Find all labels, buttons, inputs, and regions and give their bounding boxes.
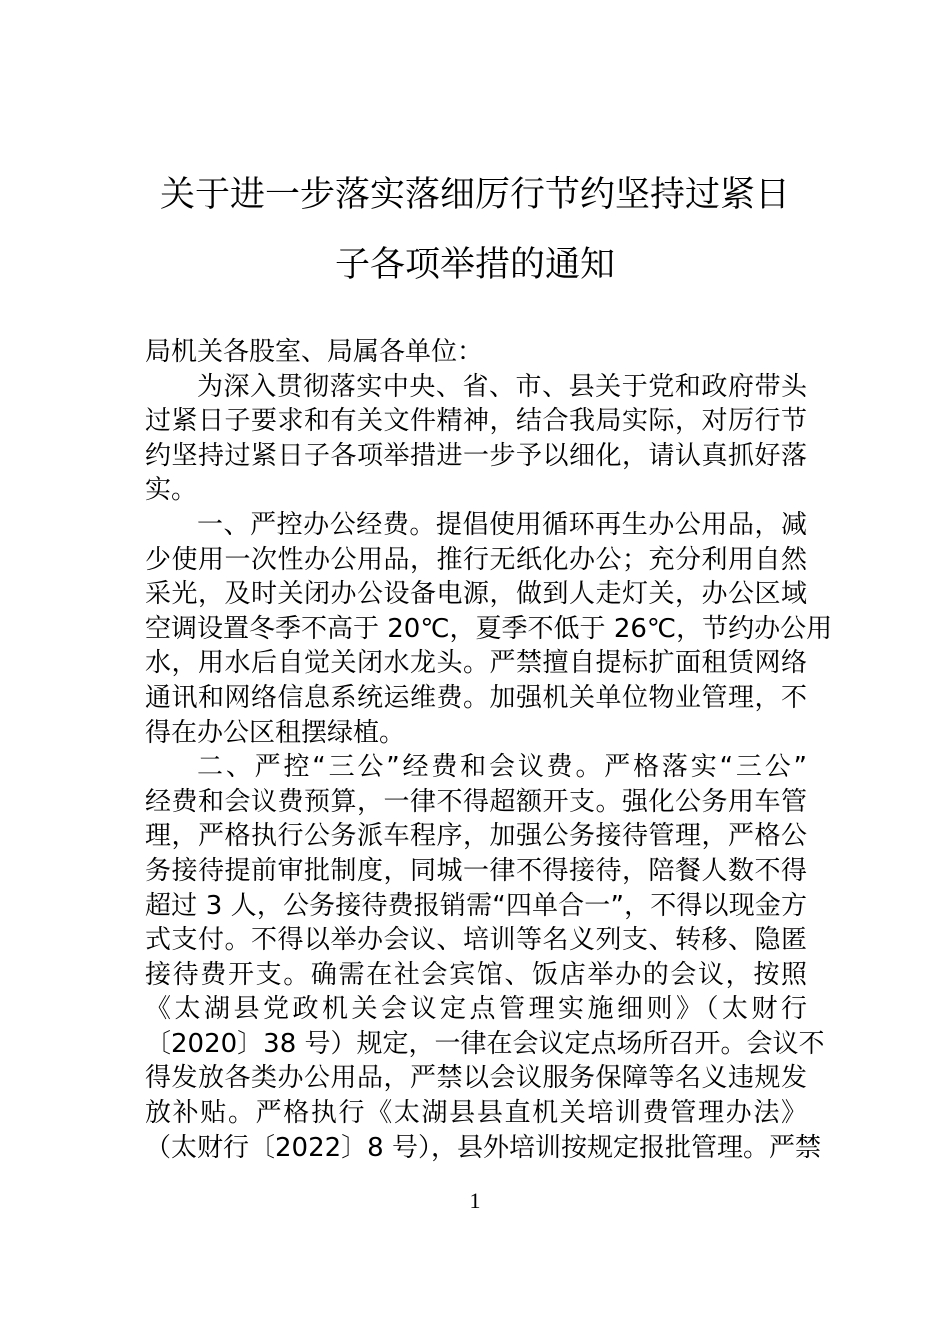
- paragraph-line: 〔2020〕38 号）规定，一律在会议定点场所召开。会议不: [145, 1028, 825, 1059]
- salutation: 局机关各股室、局属各单位：: [145, 337, 484, 367]
- paragraph-line: 过紧日子要求和有关文件精神，结合我局实际，对厉行节: [145, 406, 807, 437]
- paragraph-line: 采光，及时关闭办公设备电源，做到人走灯关，办公区域: [145, 579, 807, 610]
- title-line: 关于进一步落实落细厉行节约坚持过紧日: [159, 175, 790, 215]
- paragraph-line: 放补贴。严格执行《太湖县县直机关培训费管理办法》: [145, 1098, 807, 1129]
- paragraph-line: 务接待提前审批制度，同城一律不得接待，陪餐人数不得: [145, 855, 807, 886]
- paragraph-line: 少使用一次性办公用品，推行无纸化办公；充分利用自然: [145, 544, 807, 575]
- paragraph-line: 二、严控“三公”经费和会议费。严格落实“三公”: [197, 752, 807, 783]
- paragraph-line: 通讯和网络信息系统运维费。加强机关单位物业管理，不: [145, 682, 807, 713]
- paragraph-line: 理，严格执行公务派车程序，加强公务接待管理，严格公: [145, 821, 807, 852]
- title-line: 子各项举措的通知: [334, 245, 615, 285]
- paragraph-line: 为深入贯彻落实中央、省、市、县关于党和政府带头: [197, 371, 807, 402]
- paragraph-line: 接待费开支。确需在社会宾馆、饭店举办的会议，按照: [145, 959, 807, 990]
- paragraph-line: 得在办公区租摆绿植。: [145, 717, 406, 748]
- paragraph-line: 实。: [145, 475, 198, 506]
- paragraph-line: 式支付。不得以举办会议、培训等名义列支、转移、隐匿: [145, 925, 807, 956]
- document-title: [150, 160, 800, 300]
- paragraph-line: 水，用水后自觉关闭水龙头。严禁擅自提标扩面租赁网络: [145, 648, 807, 679]
- paragraph-line: 得发放各类办公用品，严禁以会议服务保障等名义违规发: [145, 1063, 807, 1094]
- paragraph-line: 约坚持过紧日子各项举措进一步予以细化，请认真抓好落: [145, 440, 807, 471]
- paragraph-line: 经费和会议费预算，一律不得超额开支。强化公务用车管: [145, 786, 807, 817]
- paragraph-line: （太财行〔2022〕8 号），县外培训按规定报批管理。严禁: [145, 1132, 821, 1163]
- paragraph-line: 《太湖县党政机关会议定点管理实施细则》（太财行: [145, 994, 807, 1025]
- paragraph-line: 一、严控办公经费。提倡使用循环再生办公用品，减: [197, 509, 807, 540]
- paragraph-line: 空调设置冬季不高于 20℃，夏季不低于 26℃，节约办公用: [145, 613, 833, 644]
- page-number: 1: [469, 1188, 481, 1213]
- document-body: [145, 335, 833, 1165]
- paragraph-line: 超过 3 人，公务接待费报销需“四单合一”，不得以现金方: [145, 890, 807, 921]
